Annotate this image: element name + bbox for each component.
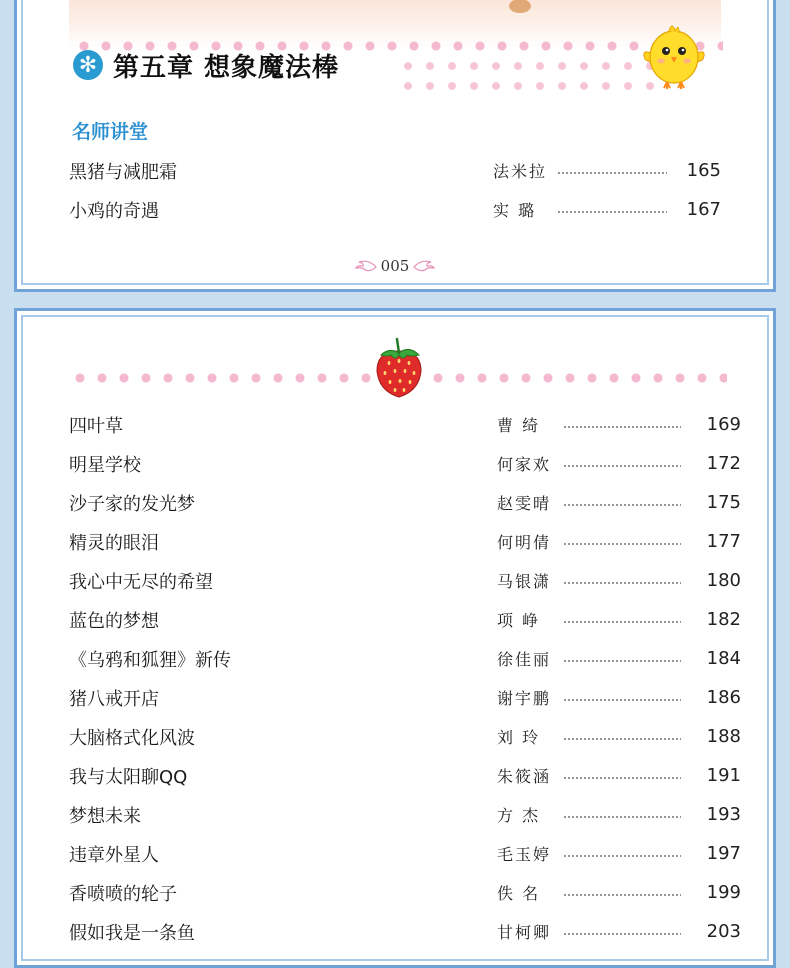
entry-page: 199 bbox=[706, 882, 741, 903]
dot-leader bbox=[563, 426, 681, 428]
dot-divider-left bbox=[69, 373, 371, 383]
dot-leader bbox=[563, 738, 681, 740]
toc-page-lower bbox=[14, 308, 776, 968]
entry-title: 沙子家的发光梦 bbox=[69, 493, 195, 515]
dot-leader bbox=[563, 699, 681, 701]
dot-leader bbox=[563, 621, 681, 623]
entry-title: 猪八戒开店 bbox=[69, 688, 159, 710]
dot-leader bbox=[563, 543, 681, 545]
entry-title: 蓝色的梦想 bbox=[69, 610, 159, 632]
entry-page: 193 bbox=[706, 804, 741, 825]
entry-author: 毛玉婷 bbox=[497, 845, 552, 864]
dot-leader bbox=[563, 933, 681, 935]
entry-title: 违章外星人 bbox=[69, 844, 159, 866]
toc-entry[interactable] bbox=[69, 795, 741, 834]
entry-page: 180 bbox=[706, 570, 741, 591]
wing-right-icon bbox=[413, 259, 435, 273]
toc-entry[interactable] bbox=[69, 717, 741, 756]
dot-leader bbox=[563, 582, 681, 584]
entry-title: 黑猪与减肥霜 bbox=[69, 161, 177, 183]
entry-author: 赵雯晴 bbox=[497, 494, 552, 513]
entry-title: 小鸡的奇遇 bbox=[69, 200, 159, 222]
entry-page: 203 bbox=[706, 921, 741, 942]
toc-entry[interactable] bbox=[69, 561, 741, 600]
page-number-text: 005 bbox=[380, 257, 410, 275]
entry-page: 175 bbox=[706, 492, 741, 513]
entry-author: 曹 绮 bbox=[497, 416, 541, 435]
entry-author: 实 璐 bbox=[493, 201, 537, 220]
entry-page: 165 bbox=[686, 160, 721, 181]
toc-entry[interactable] bbox=[69, 522, 741, 561]
entry-title: 明星学校 bbox=[69, 454, 141, 476]
entry-title: 《乌鸦和狐狸》新传 bbox=[69, 649, 231, 671]
entry-title: 我与太阳聊QQ bbox=[69, 766, 188, 788]
entry-author: 徐佳丽 bbox=[497, 650, 552, 669]
entry-title: 梦想未来 bbox=[69, 805, 141, 827]
entry-page: 177 bbox=[706, 531, 741, 552]
dot-leader bbox=[563, 855, 681, 857]
entry-author: 谢宇鹏 bbox=[497, 689, 552, 708]
entry-author: 项 峥 bbox=[497, 611, 541, 630]
toc-entry[interactable] bbox=[69, 873, 741, 912]
toc-entry[interactable] bbox=[69, 190, 721, 229]
entry-page: 191 bbox=[706, 765, 741, 786]
toc-entry[interactable] bbox=[69, 678, 741, 717]
dot-divider-middle bbox=[397, 61, 657, 71]
entry-title: 香喷喷的轮子 bbox=[69, 883, 177, 905]
dot-leader bbox=[557, 172, 667, 174]
entry-page: 186 bbox=[706, 687, 741, 708]
entry-author: 甘柯卿 bbox=[497, 923, 552, 942]
toc-list-upper bbox=[69, 151, 721, 229]
toc-entry[interactable] bbox=[69, 405, 741, 444]
entry-page: 172 bbox=[706, 453, 741, 474]
entry-page: 169 bbox=[706, 414, 741, 435]
chick-icon bbox=[639, 19, 709, 91]
toc-page-upper bbox=[14, 0, 776, 292]
toc-entry[interactable] bbox=[69, 600, 741, 639]
entry-author: 朱筱涵 bbox=[497, 767, 552, 786]
toc-entry[interactable] bbox=[69, 912, 741, 951]
entry-author: 法米拉 bbox=[493, 162, 548, 181]
entry-author: 何明倩 bbox=[497, 533, 552, 552]
dot-leader bbox=[563, 504, 681, 506]
strawberry-icon bbox=[373, 335, 425, 399]
entry-title: 大脑格式化风波 bbox=[69, 727, 195, 749]
entry-page: 182 bbox=[706, 609, 741, 630]
dot-leader bbox=[563, 777, 681, 779]
entry-page: 184 bbox=[706, 648, 741, 669]
entry-author: 方 杰 bbox=[497, 806, 541, 825]
section-heading: 名师讲堂 bbox=[72, 121, 149, 143]
chapter-title: 第五章 想象魔法棒 bbox=[113, 52, 340, 83]
dot-divider-right bbox=[427, 373, 727, 383]
dot-divider-lower bbox=[397, 81, 657, 91]
entry-page: 167 bbox=[686, 199, 721, 220]
toc-entry[interactable] bbox=[69, 151, 721, 190]
entry-title: 我心中无尽的希望 bbox=[69, 571, 213, 593]
toc-entry[interactable] bbox=[69, 834, 741, 873]
toc-entry[interactable] bbox=[69, 444, 741, 483]
entry-author: 马银潇 bbox=[497, 572, 552, 591]
chapter-heading bbox=[73, 45, 339, 85]
entry-page: 197 bbox=[706, 843, 741, 864]
flower-icon: ✻ bbox=[73, 50, 103, 80]
entry-page: 188 bbox=[706, 726, 741, 747]
entry-author: 佚 名 bbox=[497, 884, 541, 903]
entry-title: 精灵的眼泪 bbox=[69, 532, 159, 554]
dot-leader bbox=[563, 660, 681, 662]
entry-title: 假如我是一条鱼 bbox=[69, 922, 195, 944]
dot-leader bbox=[563, 465, 681, 467]
entry-author: 何家欢 bbox=[497, 455, 552, 474]
toc-list-lower bbox=[69, 405, 741, 951]
wing-left-icon bbox=[355, 259, 377, 273]
toc-entry[interactable] bbox=[69, 483, 741, 522]
toc-entry[interactable] bbox=[69, 639, 741, 678]
dot-leader bbox=[563, 894, 681, 896]
dot-leader bbox=[563, 816, 681, 818]
entry-title: 四叶草 bbox=[69, 415, 123, 437]
toc-entry[interactable] bbox=[69, 756, 741, 795]
entry-author: 刘 玲 bbox=[497, 728, 541, 747]
dot-leader bbox=[557, 211, 667, 213]
page-number bbox=[17, 257, 773, 275]
